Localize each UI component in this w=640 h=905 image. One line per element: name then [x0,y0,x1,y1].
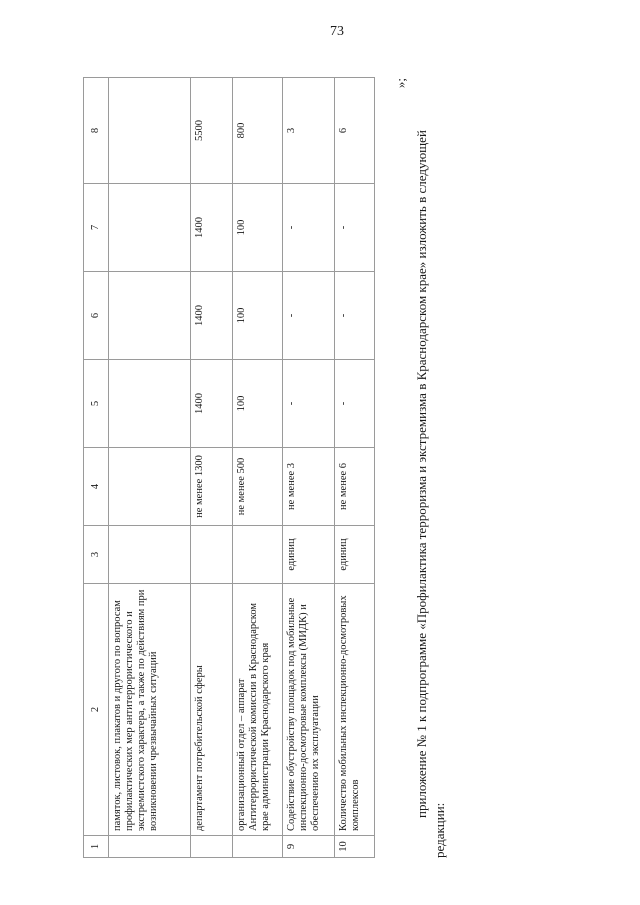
cell-unit [109,526,191,584]
cell-target: не менее 1300 [191,448,233,526]
header-cell: 5 [84,360,109,448]
cell-unit: единиц [283,526,335,584]
cell-value: 5500 [191,78,233,184]
cell-target: не менее 500 [233,448,283,526]
cell-description: департамент потребительской сферы [191,584,233,836]
header-cell: 1 [84,836,109,858]
cell-value: 100 [233,272,283,360]
cell-value: - [283,184,335,272]
amendment-note: приложение № 1 к подпрограмме «Профилактика терроризма и экстремизма в Краснодарском крае» изложить в следующей редакции: [414,130,447,858]
cell-target: не менее 3 [283,448,335,526]
cell-description: организационный отдел – аппарат Антитеррористической комиссии в Краснодарском крае администрации Краснодарского края [233,584,283,836]
cell-value: - [283,272,335,360]
cell-description: Содействие обустройству площадок под мобильные инспекционно-досмотровые комплексы (МИДК) и обеспечению их эксплуатации [283,584,335,836]
cell-target: не менее 6 [335,448,375,526]
table-row [233,78,283,858]
cell-description: памяток, листовок, плакатов и другого по вопросам профилактических мер антитеррористического и экстремистского характера, а также по действиям при возникновении чрезвычайных ситуаций [109,584,191,836]
cell-num [191,836,233,858]
header-cell: 8 [84,78,109,184]
table-row [191,78,233,858]
cell-unit: единиц [335,526,375,584]
cell-value [109,272,191,360]
cell-value: - [335,272,375,360]
cell-value [109,184,191,272]
cell-value [109,360,191,448]
header-cell: 3 [84,526,109,584]
table-row [335,78,375,858]
header-cell: 6 [84,272,109,360]
cell-value: - [335,184,375,272]
cell-value: 1400 [191,360,233,448]
cell-description: Количество мобильных инспекционно-досмотровых комплексов [335,584,375,836]
cell-value: - [283,360,335,448]
closing-quote: »; [393,78,408,89]
cell-value [109,78,191,184]
cell-value: 3 [283,78,335,184]
cell-num [109,836,191,858]
header-cell: 2 [84,584,109,836]
table-header-row [84,78,109,858]
table-row [109,78,191,858]
page-number: 73 [330,24,344,39]
cell-value: - [335,360,375,448]
cell-value: 100 [233,360,283,448]
cell-value: 1400 [191,272,233,360]
cell-unit [191,526,233,584]
cell-value: 100 [233,184,283,272]
cell-value: 800 [233,78,283,184]
header-cell: 7 [84,184,109,272]
cell-value: 1400 [191,184,233,272]
program-table [83,77,375,858]
cell-unit [233,526,283,584]
cell-target [109,448,191,526]
cell-num [233,836,283,858]
cell-num: 10 [335,836,375,858]
header-cell: 4 [84,448,109,526]
table-row [283,78,335,858]
cell-value: 6 [335,78,375,184]
cell-num: 9 [283,836,335,858]
landscape-frame [83,78,463,858]
